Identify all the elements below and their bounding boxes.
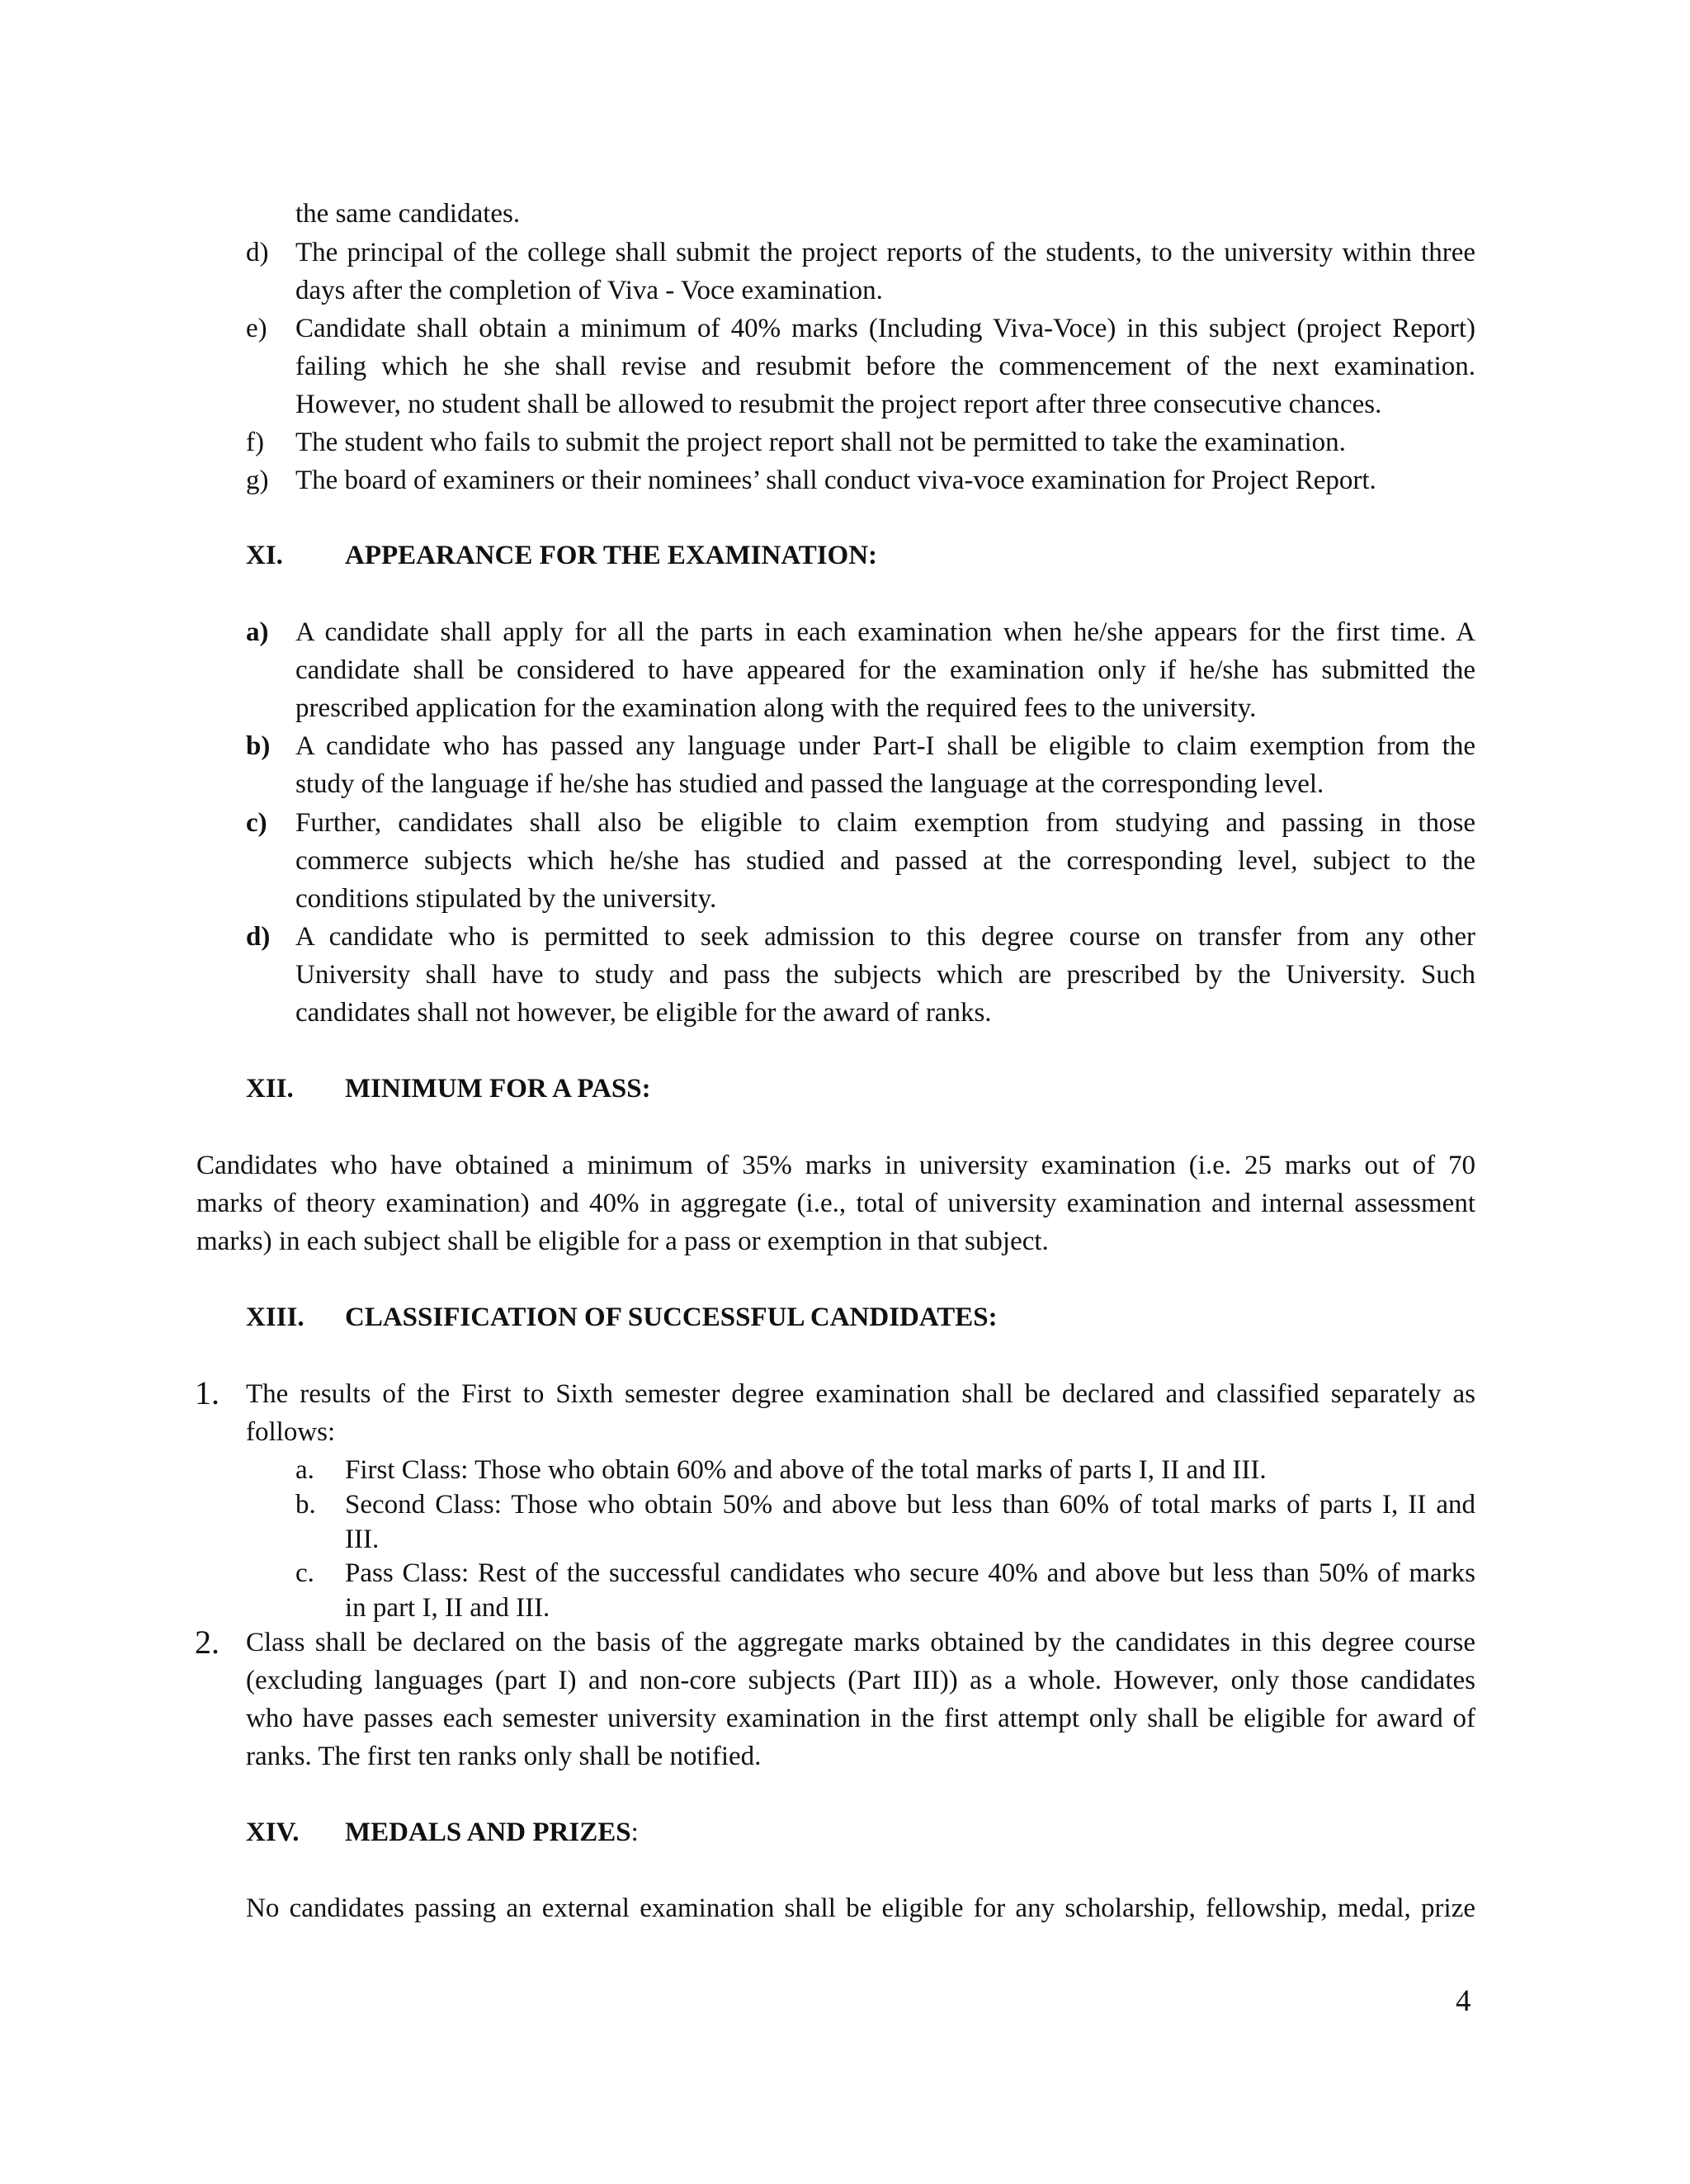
list-marker: a) xyxy=(246,617,269,647)
list-marker: b) xyxy=(246,731,271,761)
list-item-line: conditions stipulated by the university. xyxy=(295,884,717,914)
section-heading: CLASSIFICATION OF SUCCESSFUL CANDIDATES: xyxy=(345,1302,998,1332)
list-marker: d) xyxy=(246,922,271,952)
numbered-item-line: ranks. The first ten ranks only shall be notified. xyxy=(246,1742,762,1771)
paragraph-line: marks of theory examination) and 40% in aggregate (i.e., total of university examination and internal assessment xyxy=(196,1189,1475,1218)
list-item-line: candidate shall be considered to have appeared for the examination only if he/she has submitted the xyxy=(295,655,1475,685)
section-number: XIV. xyxy=(246,1818,300,1847)
paragraph-line: Candidates who have obtained a minimum of 35% marks in university examination (i.e. 25 marks out of 70 xyxy=(196,1151,1475,1180)
list-item-line: A candidate shall apply for all the parts in each examination when he/she appears for the first time. A xyxy=(295,617,1475,647)
sub-item-line: in part I, II and III. xyxy=(345,1593,550,1623)
list-marker: f) xyxy=(246,428,264,457)
section-heading-colon: : xyxy=(630,1818,639,1847)
list-item-line: prescribed application for the examination along with the required fees to the university. xyxy=(295,693,1257,723)
sub-item-line: III. xyxy=(345,1525,380,1554)
list-marker: c) xyxy=(246,808,267,838)
paragraph-line: marks) in each subject shall be eligible for a pass or exemption in that subject. xyxy=(196,1227,1049,1256)
continuation-line: the same candidates. xyxy=(295,199,521,229)
sub-item-line: Pass Class: Rest of the successful candidates who secure 40% and above but less than 50% of marks xyxy=(345,1558,1475,1588)
numbered-item-line: who have passes each semester university examination in the first attempt only shall be eligible for award of xyxy=(246,1704,1475,1733)
list-item-line: A candidate who has passed any language under Part-I shall be eligible to claim exemption from the xyxy=(295,731,1475,761)
section-number: XII. xyxy=(246,1074,294,1104)
sub-marker: a. xyxy=(295,1455,314,1485)
section-heading: APPEARANCE FOR THE EXAMINATION: xyxy=(345,541,878,570)
numbered-item-line: follows: xyxy=(246,1417,336,1447)
sub-item-line: Second Class: Those who obtain 50% and above but less than 60% of total marks of parts I, II and xyxy=(345,1490,1475,1520)
section-number: XI. xyxy=(246,541,283,570)
list-item-line: University shall have to study and pass the subjects which are prescribed by the University. Such xyxy=(295,960,1475,990)
list-item-line: The student who fails to submit the project report shall not be permitted to take the examination. xyxy=(295,428,1346,457)
section-heading xyxy=(345,1819,639,1846)
paragraph-line: No candidates passing an external examination shall be eligible for any scholarship, fellowship, medal, prize xyxy=(246,1893,1475,1923)
list-item-line: Candidate shall obtain a minimum of 40% marks (Including Viva-Voce) in this subject (project Report) xyxy=(295,314,1475,343)
list-item-line: However, no student shall be allowed to resubmit the project report after three consecutive chances. xyxy=(295,390,1382,419)
numbered-item-line: The results of the First to Sixth semester degree examination shall be declared and classified separately as xyxy=(246,1379,1475,1409)
numbered-item-line: (excluding languages (part I) and non-core subjects (Part III)) as a whole. However, only those candidates xyxy=(246,1666,1475,1695)
list-item-line: failing which he she shall revise and resubmit before the commencement of the next examination. xyxy=(295,352,1475,381)
sub-item-line: First Class: Those who obtain 60% and above of the total marks of parts I, II and III. xyxy=(345,1455,1267,1485)
section-heading: MINIMUM FOR A PASS: xyxy=(345,1074,651,1104)
list-item-line: candidates shall not however, be eligible for the award of ranks. xyxy=(295,998,992,1028)
list-item-line: days after the completion of Viva - Voce examination. xyxy=(295,276,883,305)
sub-marker: c. xyxy=(295,1558,314,1588)
list-item-line: Further, candidates shall also be eligible to claim exemption from studying and passing in those xyxy=(295,808,1475,838)
list-item-line: study of the language if he/she has studied and passed the language at the corresponding level. xyxy=(295,769,1324,799)
numbered-marker: 2. xyxy=(195,1624,220,1661)
section-number: XIII. xyxy=(246,1302,304,1332)
numbered-item-line: Class shall be declared on the basis of the aggregate marks obtained by the candidates in this degree course xyxy=(246,1628,1475,1657)
list-marker: d) xyxy=(246,238,269,267)
sub-marker: b. xyxy=(295,1490,316,1520)
list-item-line: The principal of the college shall submit the project reports of the students, to the university within three xyxy=(295,238,1475,267)
page-number: 4 xyxy=(1456,1984,1471,2018)
list-marker: e) xyxy=(246,314,267,343)
section-heading-text: MEDALS AND PRIZES xyxy=(345,1818,631,1847)
numbered-marker: 1. xyxy=(195,1374,220,1411)
list-item-line: commerce subjects which he/she has studied and passed at the corresponding level, subject to the xyxy=(295,846,1475,876)
list-item-line: A candidate who is permitted to seek admission to this degree course on transfer from any other xyxy=(295,922,1475,952)
list-marker: g) xyxy=(246,466,269,495)
list-item-line: The board of examiners or their nominees’ shall conduct viva-voce examination for Project Report. xyxy=(295,466,1376,495)
